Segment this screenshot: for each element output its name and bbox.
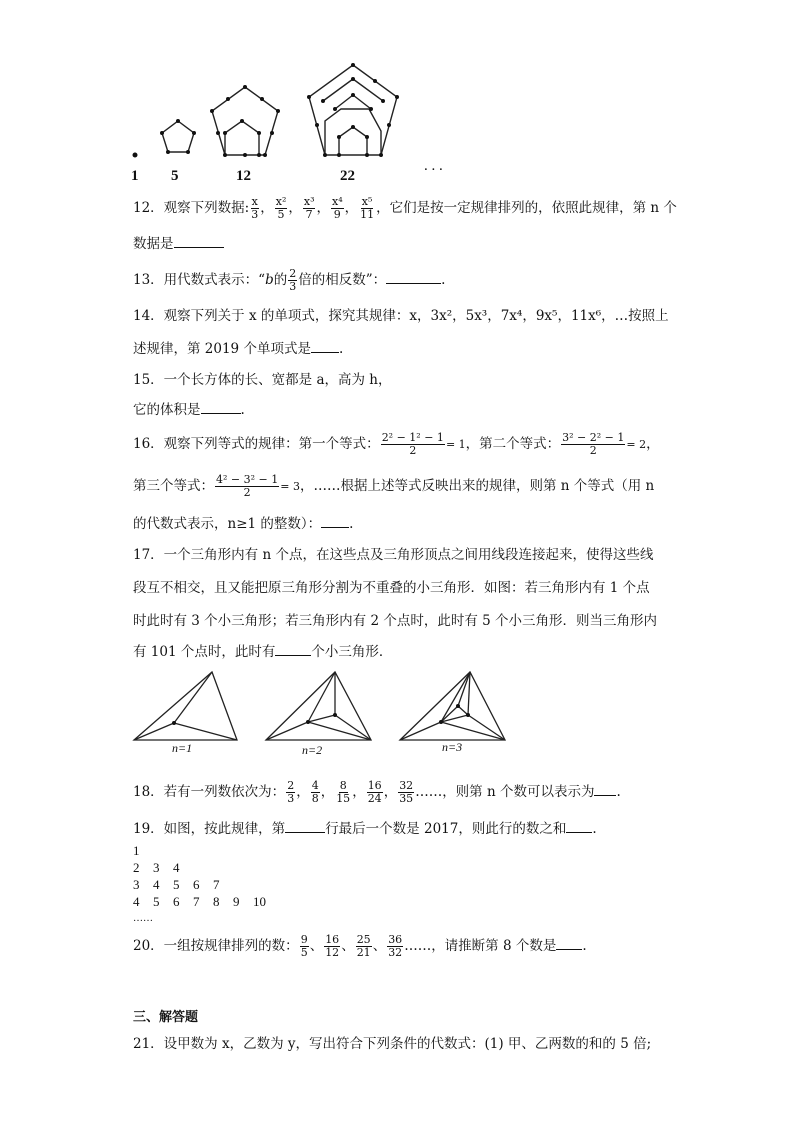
answer-blank[interactable] bbox=[311, 338, 339, 353]
continuation-dots: …… bbox=[133, 913, 153, 924]
q12-prefix: 12．观察下列数据: bbox=[133, 200, 250, 216]
q12-line1 bbox=[133, 196, 677, 221]
answer-blank[interactable] bbox=[201, 399, 241, 414]
separator: ， bbox=[296, 784, 310, 800]
q16-eq1-result: = 1 bbox=[445, 438, 466, 451]
q19-end: . bbox=[592, 821, 597, 837]
answer-blank[interactable] bbox=[386, 269, 441, 284]
number-row bbox=[133, 893, 273, 910]
separator: 、 bbox=[341, 938, 355, 954]
q16-prefix2: 第三个等式： bbox=[133, 478, 214, 494]
q13-line bbox=[133, 268, 445, 293]
separator: ， bbox=[352, 784, 366, 800]
number-cell: 2 bbox=[133, 860, 140, 875]
number-row bbox=[133, 842, 273, 859]
q16-eq2: $\frac{\text{3² − 2² − 1}}{2}$ bbox=[562, 431, 625, 457]
q20-fraction: $\frac{25}{21}$ bbox=[356, 933, 371, 959]
number-cell: 6 bbox=[193, 877, 200, 892]
q12-fraction: $\frac{\text{x⁵}}{11}$ bbox=[360, 195, 375, 221]
q17-line4b: 个小三角形． bbox=[311, 644, 393, 660]
label-12: 12 bbox=[236, 168, 251, 184]
answer-blank[interactable] bbox=[174, 233, 224, 248]
q14-line2 bbox=[133, 338, 343, 359]
number-cell: 10 bbox=[253, 894, 266, 909]
separator: ， bbox=[260, 200, 274, 216]
label-n1: n=1 bbox=[172, 741, 193, 755]
q16-line3-text: 的代数式表示，n≥1 的整数）： bbox=[133, 516, 322, 532]
q12-line2 bbox=[133, 233, 224, 254]
q20-fraction: $\frac{16}{12}$ bbox=[325, 933, 340, 959]
answer-blank[interactable] bbox=[285, 818, 325, 833]
q19-b: 行最后一个数是 2017，则此行的数之和 bbox=[325, 821, 567, 837]
q13-end: . bbox=[441, 272, 446, 288]
number-row bbox=[133, 859, 273, 876]
q18-fraction: $\frac{8}{15}$ bbox=[336, 779, 351, 805]
q21-line: 21．设甲数为 x，乙数为 y，写出符合下列条件的代数式：(1) 甲、乙两数的和的 5 倍; bbox=[133, 1036, 652, 1052]
q20-suffix: ……，请推断第 8 个数是 bbox=[404, 938, 557, 954]
number-cell: 3 bbox=[153, 860, 160, 875]
label-5: 5 bbox=[171, 168, 179, 184]
q12-fractions bbox=[249, 195, 376, 221]
separator: 、 bbox=[309, 938, 324, 954]
label-1: 1 bbox=[131, 168, 139, 184]
q20-fraction: $\frac{9}{5}$ bbox=[300, 933, 308, 959]
q12-fraction: $\frac{\text{x³}}{7}$ bbox=[303, 195, 315, 221]
q16-prefix: 16．观察下列等式的规律：第一个等式： bbox=[133, 436, 380, 452]
answer-blank[interactable] bbox=[566, 818, 592, 833]
number-cell: 9 bbox=[233, 894, 240, 909]
q15-line2-text: 它的体积是 bbox=[133, 402, 201, 418]
q15-end: . bbox=[240, 402, 245, 418]
q17-line4a: 有 101 个点时，此时有 bbox=[133, 644, 276, 660]
separator: ， bbox=[288, 200, 302, 216]
q20-fraction: $\frac{36}{32}$ bbox=[388, 933, 403, 959]
number-cell: 3 bbox=[133, 877, 140, 892]
number-cell: 4 bbox=[153, 877, 160, 892]
q16-comma: ， bbox=[646, 436, 660, 452]
q12-fraction: $\frac{\text{x⁴}}{9}$ bbox=[331, 195, 343, 221]
q16-end: . bbox=[349, 516, 354, 532]
q14-line2-text: 述规律，第 2019 个单项式是 bbox=[133, 341, 311, 357]
q20-line bbox=[133, 934, 587, 959]
number-cell: 8 bbox=[213, 894, 220, 909]
q17-line4 bbox=[133, 641, 392, 662]
q12-fraction: $\frac{x}{3}$ bbox=[251, 195, 259, 221]
q20-prefix: 20．一组按规律排列的数： bbox=[133, 938, 299, 954]
q14-end: . bbox=[338, 341, 344, 357]
ellipsis: . . . bbox=[424, 158, 443, 174]
separator: 、 bbox=[372, 938, 387, 954]
q16-mid1: ，第二个等式： bbox=[465, 436, 561, 452]
number-cell: 7 bbox=[213, 877, 220, 892]
number-cell: 1 bbox=[133, 843, 140, 858]
q17-line3: 时此时有 3 个小三角形；若三角形内有 2 个点时，此时有 5 个小三角形．则当三角形内 bbox=[133, 613, 658, 629]
separator: ， bbox=[316, 200, 330, 216]
q16-eq3: $\frac{\text{4² − 3² − 1}}{2}$ bbox=[216, 473, 279, 499]
q18-fraction: $\frac{4}{8}$ bbox=[311, 779, 319, 805]
label-n3: n=3 bbox=[442, 740, 463, 754]
q13-suffix: 倍的相反数”： bbox=[298, 272, 387, 288]
q16-line2-rest: ，……根据上述等式反映出来的规律，则第 n 个等式（用 n bbox=[299, 478, 655, 494]
q19-a: 19．如图，按此规律，第 bbox=[133, 821, 286, 837]
q18-suffix: ……，则第 n 个数可以表示为 bbox=[415, 784, 595, 800]
q17-line1: 17．一个三角形内有 n 个点，在这些点及三角形顶点之间用线段连接起来，使得这些线 bbox=[133, 547, 654, 563]
q15-line1: 15．一个长方体的长、宽都是 a，高为 h， bbox=[133, 372, 392, 388]
q16-line1 bbox=[133, 432, 660, 457]
number-cell: 5 bbox=[153, 894, 160, 909]
q16-eq2-result: = 2 bbox=[626, 438, 647, 451]
q13-fraction: $\frac{2}{3}$ bbox=[289, 267, 297, 293]
q18-prefix: 18．若有一列数依次为： bbox=[133, 784, 286, 800]
q17-line2: 段互不相交，且又能把原三角形分割为不重叠的小三角形．如图：若三角形内有 1 个点 bbox=[133, 580, 650, 596]
number-cell: 4 bbox=[173, 860, 180, 875]
answer-blank[interactable] bbox=[556, 935, 582, 950]
q18-fractions bbox=[285, 779, 415, 805]
number-cell: 6 bbox=[173, 894, 180, 909]
triangle-figures bbox=[132, 670, 542, 745]
answer-blank[interactable] bbox=[594, 781, 616, 796]
separator: ， bbox=[383, 784, 398, 800]
q19-line bbox=[133, 818, 597, 839]
q16-eq1: $\frac{\text{2² − 1² − 1}}{2}$ bbox=[381, 431, 444, 457]
q18-fraction: $\frac{16}{24}$ bbox=[367, 779, 382, 805]
number-cell: 4 bbox=[133, 894, 140, 909]
separator: ， bbox=[344, 200, 359, 216]
section-heading: 三、解答题 bbox=[133, 1010, 199, 1025]
answer-blank[interactable] bbox=[321, 513, 349, 528]
q20-fractions bbox=[299, 933, 405, 959]
q18-end: . bbox=[616, 784, 621, 800]
q14-line1: 14．观察下列关于 x 的单项式，探究其规律：x，3x²，5x³，7x⁴，9x⁵，11x⁶，…按照上 bbox=[133, 308, 669, 324]
q20-end: . bbox=[582, 938, 587, 954]
q16-line2 bbox=[133, 474, 654, 499]
q16-line3 bbox=[133, 513, 353, 534]
q18-fraction: $\frac{2}{3}$ bbox=[287, 779, 295, 805]
q12-line2-text: 数据是 bbox=[133, 236, 174, 252]
q13-var: b bbox=[265, 272, 274, 288]
number-cell: 7 bbox=[193, 894, 200, 909]
q12-fraction: $\frac{\text{x²}}{5}$ bbox=[275, 195, 287, 221]
q18-line bbox=[133, 780, 621, 805]
separator: ， bbox=[320, 784, 335, 800]
q12-suffix: ，它们是按一定规律排列的，依照此规律，第 n 个 bbox=[376, 200, 677, 216]
number-row bbox=[133, 876, 273, 893]
label-22: 22 bbox=[340, 168, 355, 184]
pentagon-dot-figure bbox=[125, 55, 445, 185]
q18-fraction: $\frac{32}{35}$ bbox=[399, 779, 414, 805]
number-cell: 5 bbox=[173, 877, 180, 892]
q16-eq3-result: = 3 bbox=[280, 480, 300, 493]
label-n2: n=2 bbox=[302, 743, 323, 757]
number-triangle bbox=[133, 842, 273, 927]
q13-prefix: 13．用代数式表示：“ bbox=[133, 272, 266, 288]
answer-blank[interactable] bbox=[275, 641, 311, 656]
q13-mid: 的 bbox=[273, 272, 288, 288]
q15-line2 bbox=[133, 399, 245, 420]
